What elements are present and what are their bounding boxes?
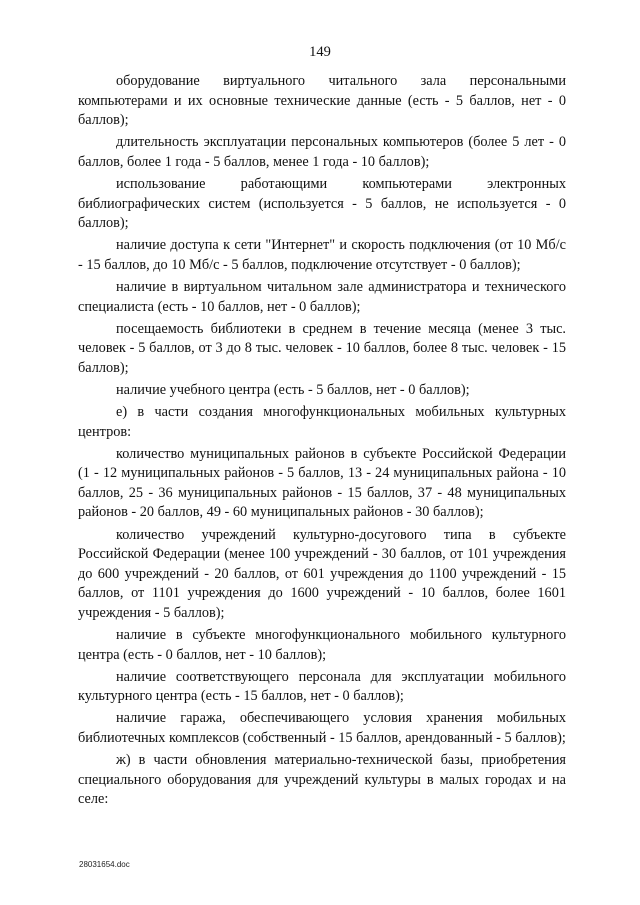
paragraph: наличие соответствующего персонала для эксплуатации мобильного культурного центра (есть - 15 баллов, нет - 0 баллов); bbox=[78, 668, 566, 705]
paragraph: количество учреждений культурно-досугового типа в субъекте Российской Федерации (менее 100 учреждений - 30 баллов, от 101 учреждения до 600 учреждений - 20 баллов, от 601 учреждения до 1100 учреждений - 15 баллов, от 1101 учреждения до 1600 учреждений - 10 баллов, более 1601 учреждения - 5 баллов); bbox=[78, 526, 566, 621]
document-body bbox=[78, 72, 566, 812]
paragraph: количество муниципальных районов в субъекте Российской Федерации (1 - 12 муниципальных районов - 5 баллов, 13 - 24 муниципальных района - 10 баллов, 25 - 36 муниципальных районов - 15 баллов, 37 - 48 муниципальных районов - 20 баллов, 49 - 60 муниципальных районов - 30 баллов); bbox=[78, 445, 566, 521]
paragraph: наличие учебного центра (есть - 5 баллов, нет - 0 баллов); bbox=[116, 381, 470, 398]
paragraph: наличие доступа к сети "Интернет" и скорость подключения (от 10 Мб/с - 15 баллов, до 10 Мб/с - 5 баллов, подключение отсутствует - 0 баллов); bbox=[78, 237, 566, 273]
paragraph: ж) в части обновления материально-технической базы, приобретения специального оборудования для учреждений культуры в малых городах и на селе: bbox=[78, 752, 566, 808]
paragraph: длительность эксплуатации персональных компьютеров (более 5 лет - 0 баллов, более 1 года - 5 баллов, менее 1 года - 10 баллов); bbox=[78, 134, 566, 170]
page-number: 149 bbox=[309, 44, 331, 60]
paragraph: оборудование виртуального читального зала персональными компьютерами и их основные технические данные (есть - 5 баллов, нет - 0 баллов); bbox=[78, 73, 566, 129]
paragraph: е) в части создания многофункциональных мобильных культурных центров: bbox=[78, 404, 566, 440]
footer-filename: 28031654.doc bbox=[79, 860, 130, 869]
paragraph: наличие гаража, обеспечивающего условия хранения мобильных библиотечных комплексов (собственный - 15 баллов, арендованный - 5 баллов); bbox=[78, 710, 566, 746]
paragraph: посещаемость библиотеки в среднем в течение месяца (менее 3 тыс. человек - 5 баллов, от 3 до 8 тыс. человек - 10 баллов, более 8 тыс. человек - 15 баллов); bbox=[78, 320, 566, 376]
paragraph: использование работающими компьютерами электронных библиографических систем (используется - 5 баллов, не используется - 0 баллов); bbox=[78, 175, 566, 232]
paragraph: наличие в субъекте многофункционального мобильного культурного центра (есть - 0 баллов, нет - 10 баллов); bbox=[78, 627, 566, 663]
paragraph: наличие в виртуальном читальном зале администратора и технического специалиста (есть - 10 баллов, нет - 0 баллов); bbox=[78, 278, 566, 315]
